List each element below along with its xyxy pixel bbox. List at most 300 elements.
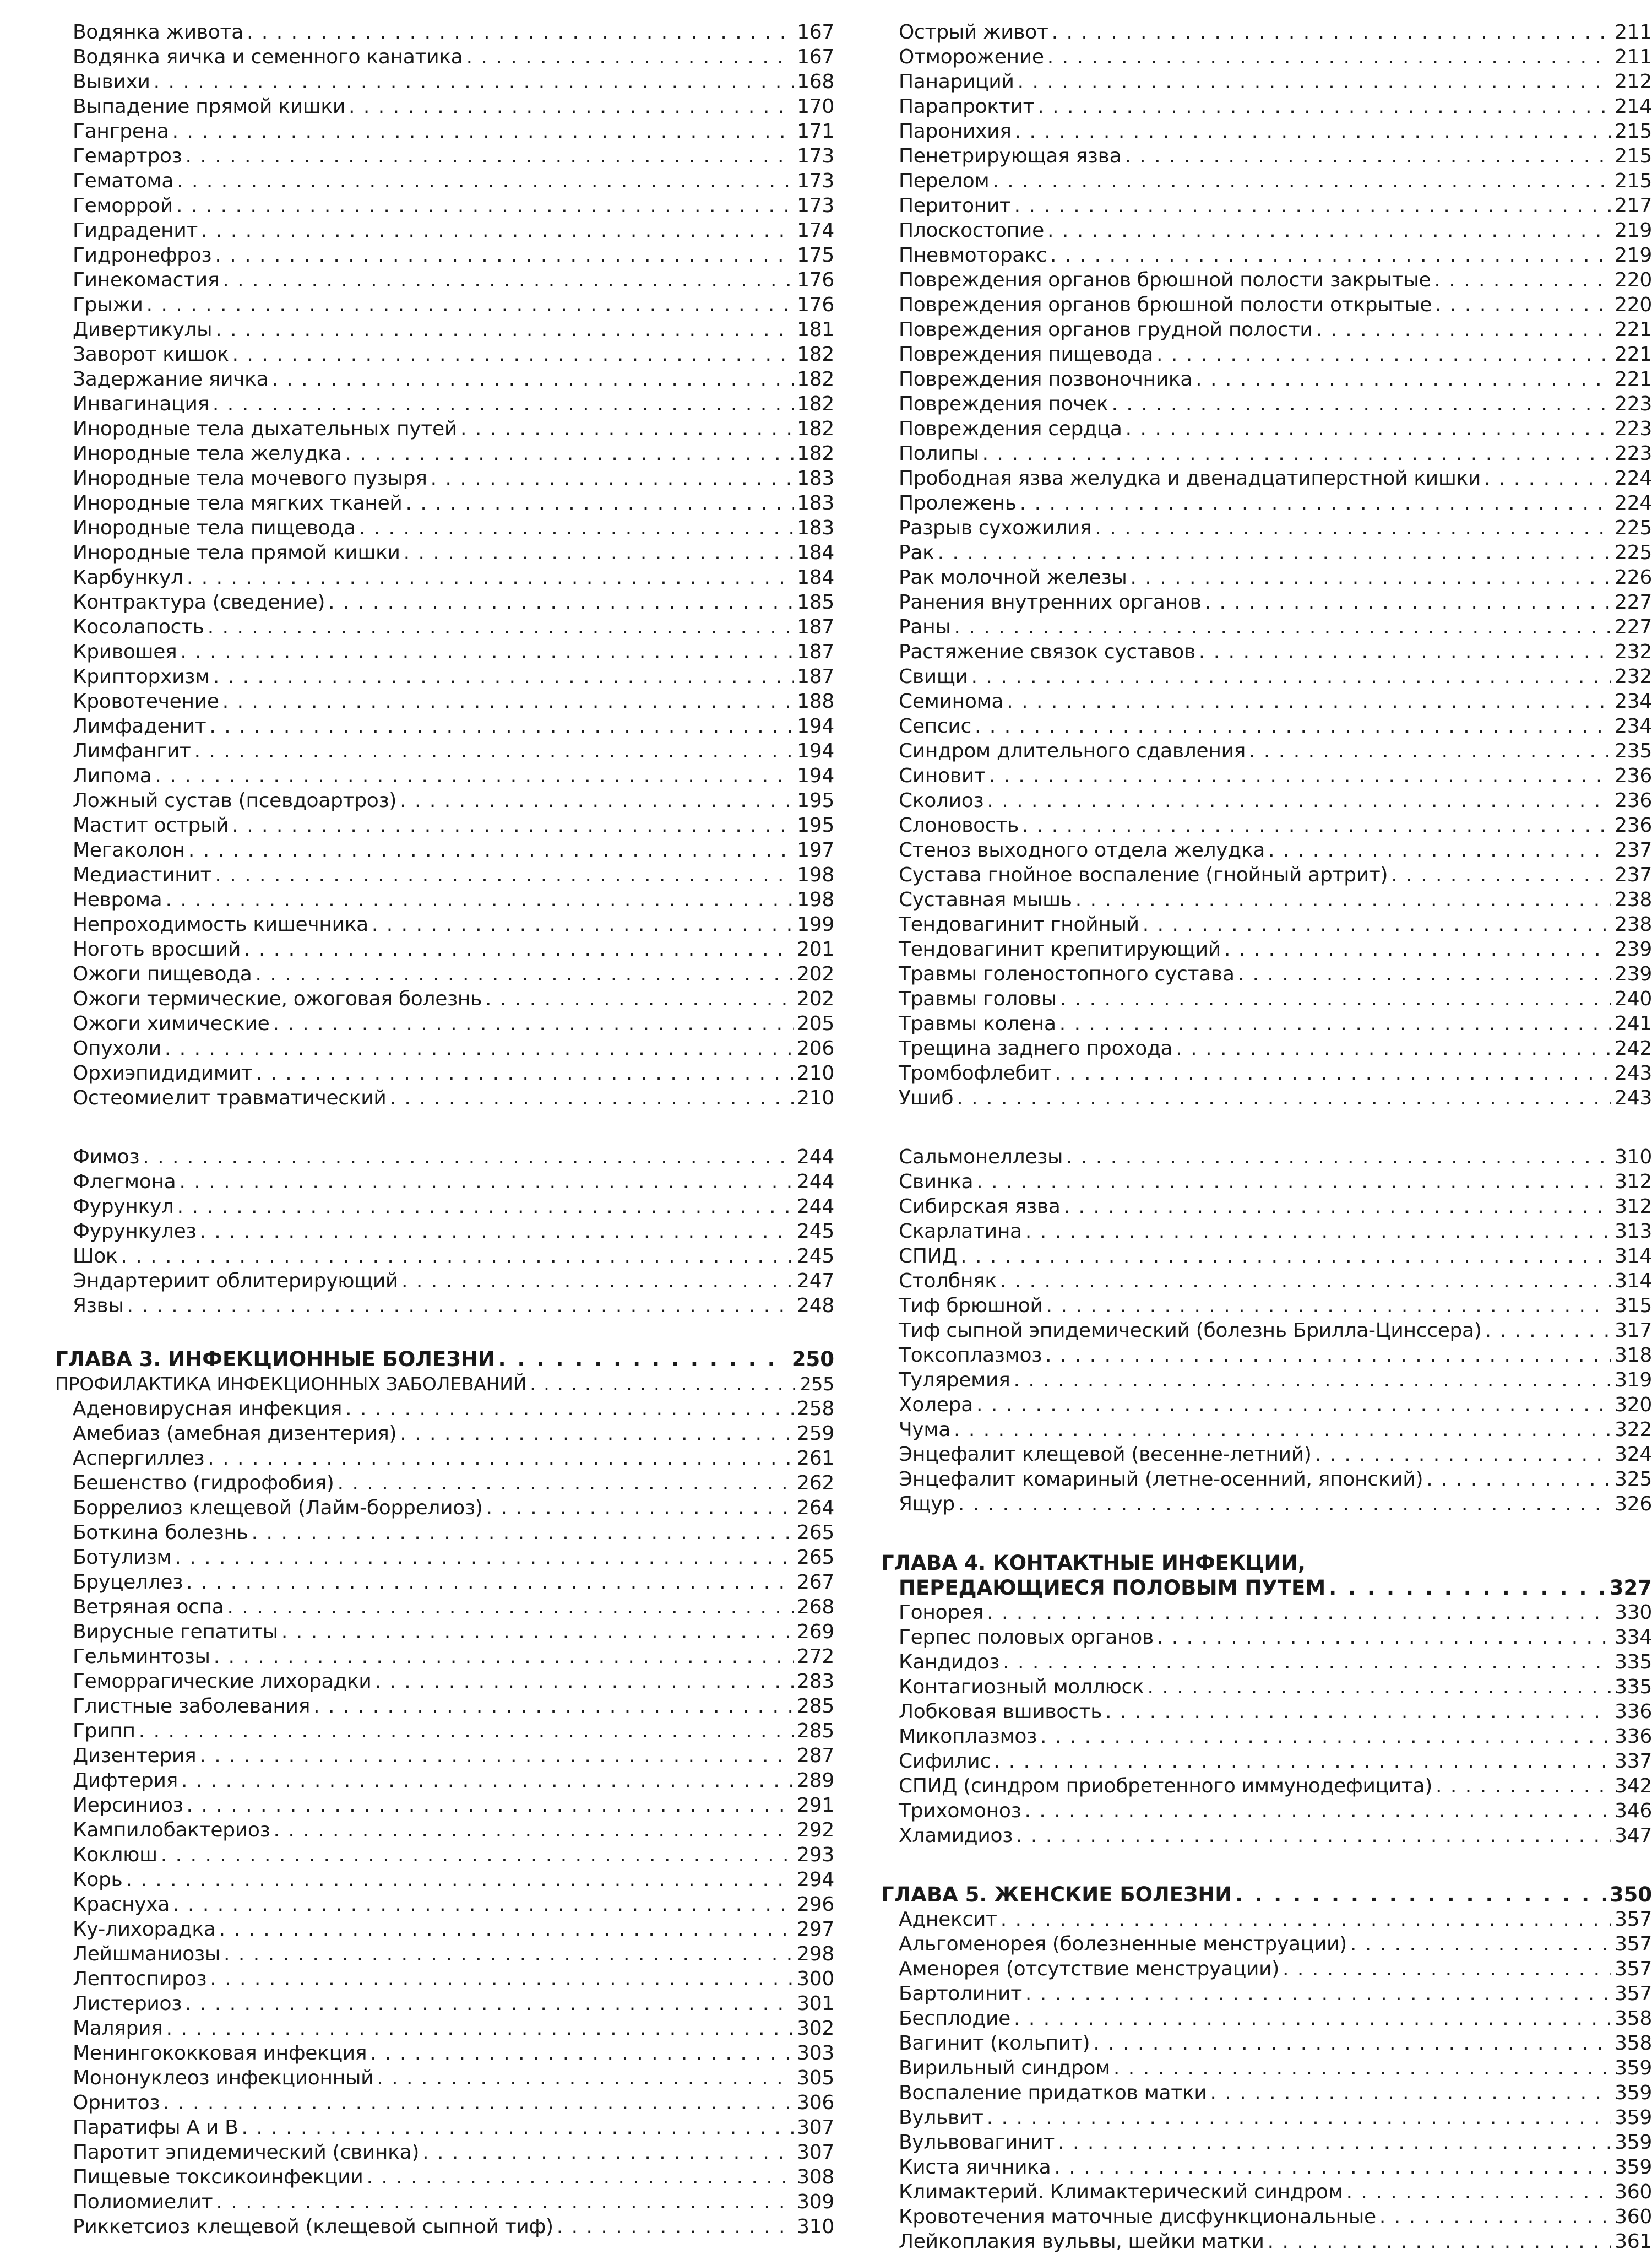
- chapter-title: ГЛАВА 4. КОНТАКТНЫЕ ИНФЕКЦИИ,: [881, 1551, 1306, 1575]
- page-number: 226: [1615, 566, 1652, 589]
- toc-entry[interactable]: [55, 1793, 834, 1818]
- entry-title: Чума: [899, 1418, 951, 1441]
- dot-leader: [185, 144, 794, 169]
- entry-title: Трихомоноз: [899, 1800, 1021, 1822]
- page-number: 202: [797, 963, 834, 985]
- toc-entry[interactable]: [55, 169, 834, 193]
- dot-leader: [143, 1145, 794, 1169]
- toc-entry[interactable]: [881, 540, 1652, 565]
- toc-entry[interactable]: [881, 863, 1652, 887]
- toc-entry[interactable]: [881, 689, 1652, 714]
- dot-leader: [976, 1393, 1611, 1417]
- page-number: 232: [1615, 665, 1652, 688]
- toc-entry[interactable]: [881, 1318, 1652, 1343]
- page-number: 174: [797, 219, 834, 242]
- toc-entry[interactable]: [55, 1219, 834, 1244]
- toc-entry[interactable]: [55, 2041, 834, 2066]
- toc-entry[interactable]: [55, 2140, 834, 2165]
- toc-entry[interactable]: [55, 739, 834, 763]
- page-number: 359: [1615, 2131, 1652, 2154]
- toc-entry[interactable]: [881, 1981, 1652, 2006]
- toc-entry[interactable]: [881, 1907, 1652, 1932]
- entry-title: Тиф сыпной эпидемический (болезнь Брилла-Цинссера): [899, 1319, 1482, 1342]
- entry-title: Тромбофлебит: [899, 1062, 1052, 1085]
- toc-entry[interactable]: [55, 1244, 834, 1269]
- dot-leader: [431, 466, 794, 491]
- toc-entry[interactable]: [55, 1545, 834, 1570]
- entry-title: Иерсиниоз: [73, 1794, 183, 1817]
- toc-entry[interactable]: [55, 243, 834, 268]
- toc-entry[interactable]: [55, 2066, 834, 2090]
- dot-leader: [177, 1194, 794, 1219]
- toc-entry[interactable]: [55, 1446, 834, 1471]
- toc-entry[interactable]: [55, 392, 834, 416]
- page-number: 210: [797, 1087, 834, 1109]
- entry-title: Тендовагинит гнойный: [899, 913, 1139, 936]
- toc-entry[interactable]: [55, 838, 834, 863]
- toc-entry[interactable]: [55, 1570, 834, 1595]
- page-number: 296: [797, 1893, 834, 1916]
- surgery-list-right: [881, 20, 1652, 1110]
- toc-entry[interactable]: [55, 193, 834, 218]
- entry-title: Лимфангит: [73, 740, 191, 762]
- toc-entry[interactable]: [55, 1768, 834, 1793]
- toc-entry[interactable]: [55, 987, 834, 1011]
- toc-entry[interactable]: [55, 1619, 834, 1644]
- entry-title: СПИД (синдром приобретенного иммунодефицита): [899, 1775, 1433, 1797]
- toc-entry[interactable]: [881, 94, 1652, 119]
- toc-entry[interactable]: [881, 1393, 1652, 1417]
- toc-entry[interactable]: [881, 342, 1652, 367]
- toc-entry[interactable]: [881, 1932, 1652, 1957]
- entry-title: Раны: [899, 616, 951, 638]
- toc-entry[interactable]: [55, 1669, 834, 1694]
- entry-title: Инородные тела дыхательных путей: [73, 418, 457, 440]
- entry-title: Боткина болезнь: [73, 1521, 248, 1544]
- entry-title: Пищевые токсикоинфекции: [73, 2166, 363, 2188]
- toc-entry[interactable]: [55, 1011, 834, 1036]
- toc-entry[interactable]: [881, 1086, 1652, 1110]
- toc-entry[interactable]: [55, 640, 834, 664]
- toc-entry[interactable]: [55, 1194, 834, 1219]
- page-number: 250: [791, 1347, 834, 1371]
- toc-entry[interactable]: [55, 1496, 834, 1520]
- toc-entry[interactable]: [55, 268, 834, 292]
- entry-title: Пролежень: [899, 492, 1017, 514]
- toc-entry[interactable]: [881, 1724, 1652, 1749]
- toc-entry[interactable]: [881, 937, 1652, 962]
- dot-leader: [1054, 2155, 1611, 2180]
- page-number: 167: [797, 21, 834, 44]
- toc-entry[interactable]: [55, 466, 834, 491]
- dot-leader: [1058, 2130, 1611, 2155]
- toc-entry[interactable]: [55, 491, 834, 516]
- dot-leader: [992, 169, 1611, 193]
- entry-title: Панариций: [899, 71, 1014, 93]
- page-number: 225: [1615, 541, 1652, 564]
- entry-title: Энцефалит клещевой (весенне-летний): [899, 1443, 1312, 1466]
- toc-entry[interactable]: [881, 2229, 1652, 2254]
- toc-entry[interactable]: [881, 2080, 1652, 2105]
- entry-title: Грыжи: [73, 294, 143, 316]
- toc-entry[interactable]: [881, 1145, 1652, 1169]
- toc-entry[interactable]: [55, 1991, 834, 2016]
- dot-leader: [176, 193, 794, 218]
- page-number: 225: [1615, 517, 1652, 539]
- toc-entry[interactable]: [881, 491, 1652, 516]
- toc-entry[interactable]: [55, 1061, 834, 1086]
- toc-entry[interactable]: [55, 94, 834, 119]
- dot-leader: [960, 1244, 1611, 1269]
- entry-title: Паронихия: [899, 120, 1012, 143]
- toc-entry[interactable]: [881, 268, 1652, 292]
- toc-entry[interactable]: [881, 962, 1652, 987]
- dot-leader: [199, 1743, 794, 1768]
- toc-entry[interactable]: [881, 1749, 1652, 1774]
- toc-entry[interactable]: [55, 20, 834, 45]
- entry-title: Повреждения органов грудной полости: [899, 318, 1313, 341]
- toc-entry[interactable]: [881, 193, 1652, 218]
- toc-entry[interactable]: [55, 1892, 834, 1917]
- page-number: 237: [1615, 839, 1652, 861]
- toc-entry[interactable]: [55, 912, 834, 937]
- toc-entry[interactable]: [55, 937, 834, 962]
- toc-entry[interactable]: [55, 2016, 834, 2041]
- toc-entry[interactable]: [55, 1036, 834, 1061]
- toc-entry[interactable]: [881, 416, 1652, 441]
- entry-title: Лептоспироз: [73, 1968, 207, 1990]
- toc-entry[interactable]: [881, 367, 1652, 392]
- toc-entry[interactable]: [55, 2115, 834, 2140]
- infection-list-right: [881, 1145, 1652, 1516]
- dot-leader: [1064, 1194, 1612, 1219]
- toc-entry[interactable]: [881, 441, 1652, 466]
- toc-entry[interactable]: [55, 565, 834, 590]
- page-number: 359: [1615, 2106, 1652, 2129]
- page-number: 330: [1615, 1601, 1652, 1624]
- toc-entry[interactable]: [881, 1219, 1652, 1244]
- page-number: 236: [1615, 789, 1652, 812]
- dot-leader: [281, 1619, 794, 1644]
- dot-leader: [180, 640, 794, 664]
- toc-entry[interactable]: [55, 1595, 834, 1619]
- toc-entry[interactable]: [55, 1917, 834, 1942]
- toc-entry[interactable]: [881, 1957, 1652, 1981]
- entry-title: Гемартроз: [73, 145, 182, 167]
- dot-leader: [370, 2041, 794, 2066]
- toc-entry[interactable]: [55, 441, 834, 466]
- toc-entry[interactable]: [55, 2214, 834, 2239]
- dot-leader: [372, 912, 794, 937]
- entry-title: Медиастинит: [73, 864, 212, 886]
- toc-entry[interactable]: [55, 664, 834, 689]
- toc-entry[interactable]: [881, 1675, 1652, 1699]
- page-number: 312: [1615, 1171, 1652, 1193]
- dot-leader: [1268, 2229, 1612, 2254]
- toc-entry[interactable]: [55, 1818, 834, 1843]
- toc-entry[interactable]: [55, 714, 834, 739]
- toc-entry[interactable]: [881, 20, 1652, 45]
- entry-title: Геморрой: [73, 194, 173, 217]
- page-number: 303: [797, 2042, 834, 2065]
- toc-entry[interactable]: [55, 788, 834, 813]
- toc-entry[interactable]: [55, 1421, 834, 1446]
- page-number: 187: [797, 665, 834, 688]
- toc-entry[interactable]: [881, 1368, 1652, 1393]
- toc-entry[interactable]: [881, 565, 1652, 590]
- toc-entry[interactable]: [881, 1798, 1652, 1823]
- dot-leader: [987, 1600, 1611, 1625]
- dot-leader: [1059, 1011, 1611, 1036]
- page-number: 306: [797, 2092, 834, 2114]
- dot-leader: [194, 739, 794, 763]
- entry-title: Водянка яичка и семенного канатика: [73, 46, 463, 68]
- entry-title: Аспергиллез: [73, 1447, 205, 1470]
- toc-entry[interactable]: [55, 1086, 834, 1110]
- chapter-3-heading[interactable]: [55, 1347, 834, 1372]
- toc-entry[interactable]: [881, 987, 1652, 1011]
- dot-leader: [389, 1086, 794, 1110]
- page-number: 327: [1609, 1576, 1652, 1600]
- toc-entry[interactable]: [881, 714, 1652, 739]
- toc-entry[interactable]: [881, 1467, 1652, 1492]
- dot-leader: [460, 416, 794, 441]
- page-number: 359: [1615, 2057, 1652, 2079]
- toc-entry[interactable]: [55, 292, 834, 317]
- entry-title: Повреждения сердца: [899, 418, 1122, 440]
- dot-leader: [219, 1917, 794, 1942]
- toc-entry[interactable]: [881, 788, 1652, 813]
- toc-entry[interactable]: [881, 1244, 1652, 1269]
- toc-entry[interactable]: [55, 1843, 834, 1867]
- toc-entry[interactable]: [881, 218, 1652, 243]
- toc-entry[interactable]: [881, 45, 1652, 69]
- toc-entry[interactable]: [881, 466, 1652, 491]
- toc-entry[interactable]: [881, 1492, 1652, 1516]
- toc-entry[interactable]: [881, 1011, 1652, 1036]
- entry-title: Ожоги химические: [73, 1012, 270, 1035]
- toc-entry[interactable]: [55, 342, 834, 367]
- page-number: 265: [797, 1521, 834, 1544]
- toc-entry[interactable]: [881, 243, 1652, 268]
- toc-entry[interactable]: [55, 45, 834, 69]
- toc-entry[interactable]: [55, 863, 834, 887]
- page-number: 359: [1615, 2082, 1652, 2104]
- dot-leader: [400, 1421, 794, 1446]
- entry-title: Полипы: [899, 442, 979, 465]
- entry-title: Флегмона: [73, 1171, 176, 1193]
- toc-entry[interactable]: [881, 838, 1652, 863]
- toc-entry[interactable]: [55, 590, 834, 615]
- dot-leader: [1346, 2180, 1612, 2204]
- dot-leader: [954, 1417, 1611, 1442]
- toc-entry[interactable]: [881, 69, 1652, 94]
- entry-title: Синовит: [899, 765, 986, 787]
- toc-entry[interactable]: [881, 2130, 1652, 2155]
- toc-entry[interactable]: [55, 1293, 834, 1318]
- toc-entry[interactable]: [55, 1269, 834, 1293]
- toc-entry[interactable]: [55, 962, 834, 987]
- toc-entry[interactable]: [55, 317, 834, 342]
- entry-title: Дифтерия: [73, 1769, 178, 1792]
- dot-leader: [252, 1520, 794, 1545]
- toc-entry[interactable]: [881, 1194, 1652, 1219]
- toc-entry[interactable]: [55, 1743, 834, 1768]
- toc-entry[interactable]: [881, 615, 1652, 640]
- toc-entry[interactable]: [55, 1520, 834, 1545]
- toc-entry[interactable]: [55, 2165, 834, 2190]
- dot-leader: [1485, 1318, 1612, 1343]
- toc-entry[interactable]: [55, 416, 834, 441]
- toc-entry[interactable]: [55, 1145, 834, 1169]
- toc-entry[interactable]: [881, 1061, 1652, 1086]
- toc-entry[interactable]: [881, 2056, 1652, 2080]
- dot-leader: [401, 1269, 794, 1293]
- toc-entry[interactable]: [881, 144, 1652, 169]
- page-number: 182: [797, 343, 834, 366]
- toc-entry[interactable]: [881, 119, 1652, 144]
- toc-entry[interactable]: [881, 1169, 1652, 1194]
- page-number: 187: [797, 641, 834, 663]
- toc-entry[interactable]: [55, 615, 834, 640]
- dot-leader: [165, 887, 794, 912]
- dot-leader: [976, 1169, 1611, 1194]
- dot-leader: [404, 540, 794, 565]
- toc-entry[interactable]: [881, 1600, 1652, 1625]
- toc-entry[interactable]: [881, 1699, 1652, 1724]
- dot-leader: [247, 20, 794, 45]
- entry-title: Малярия: [73, 2017, 163, 2040]
- entry-title: Инородные тела мягких тканей: [73, 492, 403, 514]
- toc-entry[interactable]: [55, 813, 834, 838]
- toc-entry[interactable]: [55, 144, 834, 169]
- page-number: 205: [797, 1012, 834, 1035]
- dot-leader: [1426, 1467, 1611, 1492]
- toc-entry[interactable]: [881, 763, 1652, 788]
- chapter-3-section[interactable]: [55, 1372, 834, 1396]
- dot-leader: [1199, 640, 1611, 664]
- toc-entry[interactable]: [881, 912, 1652, 937]
- dot-leader: [127, 1293, 794, 1318]
- page-number: 264: [797, 1497, 834, 1519]
- toc-entry[interactable]: [881, 2105, 1652, 2130]
- toc-entry[interactable]: [881, 813, 1652, 838]
- chapter-4-heading-line2[interactable]: [881, 1575, 1652, 1600]
- toc-entry[interactable]: [881, 2155, 1652, 2180]
- dot-leader: [1037, 94, 1611, 119]
- page-number: 236: [1615, 814, 1652, 837]
- toc-entry[interactable]: [881, 1650, 1652, 1675]
- toc-entry[interactable]: [55, 2090, 834, 2115]
- entry-title: Кандидоз: [899, 1651, 1000, 1673]
- page-number: 212: [1615, 71, 1652, 93]
- toc-entry[interactable]: [881, 169, 1652, 193]
- toc-entry[interactable]: [55, 1396, 834, 1421]
- entry-title: Лейшманиозы: [73, 1943, 221, 1965]
- toc-entry[interactable]: [881, 516, 1652, 540]
- toc-entry[interactable]: [881, 2180, 1652, 2204]
- toc-entry[interactable]: [55, 540, 834, 565]
- toc-entry[interactable]: [881, 2204, 1652, 2229]
- toc-entry[interactable]: [881, 392, 1652, 416]
- toc-entry[interactable]: [55, 1694, 834, 1719]
- toc-entry[interactable]: [55, 119, 834, 144]
- toc-entry[interactable]: [881, 1442, 1652, 1467]
- entry-title: Парапроктит: [899, 95, 1035, 118]
- page-number: 350: [1609, 1883, 1652, 1906]
- page-number: 317: [1615, 1319, 1652, 1342]
- page-number: 259: [797, 1422, 834, 1445]
- page-number: 237: [1615, 864, 1652, 886]
- toc-entry[interactable]: [881, 317, 1652, 342]
- toc-entry[interactable]: [881, 292, 1652, 317]
- chapter-5-heading[interactable]: [881, 1882, 1652, 1907]
- toc-entry[interactable]: [881, 640, 1652, 664]
- toc-entry[interactable]: [881, 1343, 1652, 1368]
- toc-entry[interactable]: [881, 2006, 1652, 2031]
- toc-entry[interactable]: [55, 1942, 834, 1966]
- page-number: 319: [1615, 1369, 1652, 1391]
- toc-entry[interactable]: [55, 2190, 834, 2214]
- toc-entry[interactable]: [55, 516, 834, 540]
- dot-leader: [215, 863, 794, 887]
- toc-entry[interactable]: [55, 1644, 834, 1669]
- toc-entry[interactable]: [881, 664, 1652, 689]
- toc-entry[interactable]: [55, 763, 834, 788]
- toc-entry[interactable]: [881, 1269, 1652, 1293]
- toc-entry[interactable]: [881, 887, 1652, 912]
- toc-entry[interactable]: [55, 367, 834, 392]
- toc-entry[interactable]: [881, 1036, 1652, 1061]
- dot-leader: [954, 615, 1612, 640]
- page-number: 168: [797, 71, 834, 93]
- entry-title: Гельминтозы: [73, 1645, 210, 1668]
- page-number: 240: [1615, 988, 1652, 1010]
- toc-entry[interactable]: [881, 590, 1652, 615]
- toc-entry[interactable]: [881, 2031, 1652, 2056]
- dot-leader: [177, 169, 794, 193]
- entry-title: Повреждения позвоночника: [899, 368, 1193, 391]
- toc-entry[interactable]: [55, 1719, 834, 1743]
- chapter-4-heading-line1[interactable]: [881, 1551, 1652, 1575]
- toc-entry[interactable]: [55, 887, 834, 912]
- page-number: 198: [797, 888, 834, 911]
- page-number: 239: [1615, 938, 1652, 961]
- entry-title: Кривошея: [73, 641, 177, 663]
- entry-title: Риккетсиоз клещевой (клещевой сыпной тиф): [73, 2215, 553, 2238]
- toc-entry[interactable]: [881, 1293, 1652, 1318]
- toc-entry[interactable]: [881, 1774, 1652, 1798]
- toc-entry[interactable]: [881, 1823, 1652, 1848]
- page-number: 310: [797, 2215, 834, 2238]
- toc-entry[interactable]: [55, 1169, 834, 1194]
- dot-leader: [173, 1892, 794, 1917]
- page-number: 170: [797, 95, 834, 118]
- toc-entry[interactable]: [55, 689, 834, 714]
- toc-entry[interactable]: [881, 739, 1652, 763]
- toc-entry[interactable]: [55, 218, 834, 243]
- toc-entry[interactable]: [55, 1867, 834, 1892]
- toc-entry[interactable]: [55, 1966, 834, 1991]
- dot-leader: [209, 714, 794, 739]
- page-number: 243: [1615, 1062, 1652, 1085]
- toc-entry[interactable]: [55, 1471, 834, 1496]
- toc-entry[interactable]: [55, 69, 834, 94]
- toc-entry[interactable]: [881, 1625, 1652, 1650]
- toc-entry[interactable]: [881, 1417, 1652, 1442]
- entry-title: Тендовагинит крепитирующий: [899, 938, 1221, 961]
- page-number: 298: [797, 1943, 834, 1965]
